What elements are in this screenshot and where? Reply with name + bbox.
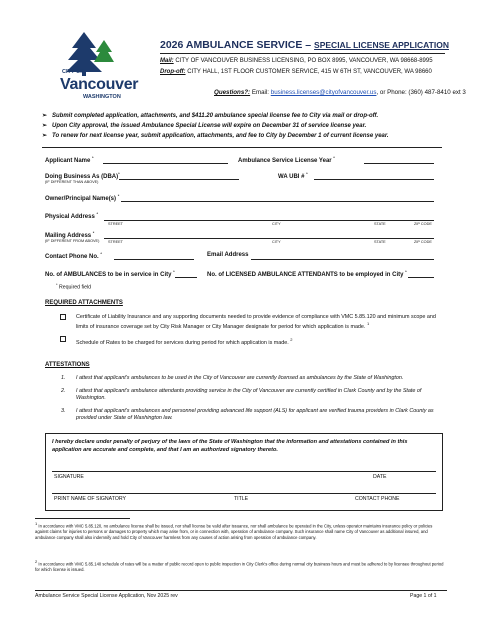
date-label: DATE [373,474,387,480]
attachment-checkbox-1[interactable] [60,314,66,323]
footnote-rule [35,518,130,519]
service-year-label: Ambulance Service License Year * [238,155,335,164]
questions-post: , or Phone: (360) 487-8410 ext 3 [376,89,466,96]
dba-field[interactable] [119,179,239,180]
owner-field[interactable] [121,201,434,202]
email-link[interactable]: business.licenses@cityofvancouver.us [270,89,377,96]
dropoff-address [160,69,432,76]
attestation-number: 2. [61,388,66,394]
footer-rule [35,590,447,591]
declaration-box [45,433,443,511]
print-name-field[interactable] [52,493,436,494]
ambulances-label: No. of AMBULANCES to be in service in City * [45,269,175,278]
signature-field[interactable] [52,471,436,472]
email-field[interactable] [251,259,434,260]
mailing-note: (IF DIFFERENT FROM ABOVE) [45,239,100,243]
email-label: Email Address [207,252,249,258]
footer-page: Page 1 of 1 [410,593,437,599]
instruction-text: Upon City approval, the issued Ambulance Special License will expire on December 31 of service license year. [52,123,367,130]
phone-field[interactable] [114,259,194,260]
instruction-item [42,113,462,120]
logo-state-label: WASHINGTON [83,94,121,100]
page-title [160,39,449,52]
attestation-text: I attest that applicant's ambulance attendants providing service in the City of Vancouver are currently certified in Clark County and by the State of Washington. [76,388,422,402]
dba-note: (IF DIFFERENT THAN ABOVE) [45,180,99,184]
owner-label: Owner/Principal Name(s) * [45,193,120,202]
print-name-label: PRINT NAME OF SIGNATORY [54,496,126,502]
instruction-text: To renew for next license year, submit application, attachments, and fee to City by December 1 of current license year. [52,133,389,140]
attestation-number: 3. [61,408,66,414]
signature-label: SIGNATURE [54,474,84,480]
mail-address [160,58,433,65]
attachment-item-2: Schedule of Rates to be charged for services during period for which application is made. $^2$ [76,337,293,346]
applicant-name-field[interactable] [103,163,228,164]
mailing-zip-label: ZIP CODE [414,240,432,244]
attestation-text: I attest that applicant's ambulances and personnel providing advanced life support (ALS) for applicant are verified trauma providers in Clark County as provided under State of Washington law. [76,408,434,422]
physical-address-label: Physical Address * [45,211,99,220]
footnote-1: 1 In accordance with VMC 5.85.120, no ambulance license shall be issued, nor shall license be valid after issuance, nor shall ambulance be operated in the City, unless operator maintains insurance policy or policies against claims for injuries to persons or damages to property which may arise from, or in connection with, operation of ambulance company. Such insurance shall name City of Vancouver as additional insured, and ambulance company shall also indemnify and hold City of Vancouver harmless from any causes of action arising from operation of ambulance company. [35,521,433,540]
instruction-item [42,133,462,140]
ubi-label: WA UBI # * [278,171,308,180]
mailing-address-field[interactable] [104,238,434,239]
instruction-list [42,113,462,144]
questions-pre: Email: [250,89,271,96]
declaration-text: I hereby declare under penalty of perjury of the laws of the State of Washington that the information and attestations contained in this application are accurate and complete, and that I am an authorized signatory thereto. [52,439,408,453]
arrow-icon: ➢ [42,113,48,119]
physical-city-label: CITY [272,222,281,226]
drop-text: CITY HALL, 1ST FLOOR CUSTOMER SERVICE, 415 W 6TH ST, VANCOUVER, WA 98660 [185,69,432,75]
footnote-2: 2 In accordance with VMC 5.85.140 schedule of rates will be a matter of public record open to public inspection in City Clerk's office during normal city business hours and must be adhered to by licensee throughout period for which license is issued. [35,559,444,573]
attachments-heading: REQUIRED ATTACHMENTS [45,300,123,306]
attachment-checkbox-2[interactable] [60,336,66,345]
questions-label: Questions?: [214,89,251,96]
mail-text: CITY OF VANCOUVER BUSINESS LICENSING, PO BOX 8995, VANCOUVER, WA 98668-8995 [173,58,433,64]
footer-left: Ambulance Service Special License Application, Nov 2025 rev [35,593,178,599]
drop-label: Drop-off: [160,69,186,75]
attestations-heading: ATTESTATIONS [45,362,90,368]
section-rule [42,147,442,148]
attendants-label: No. of LICENSED AMBULANCE ATTENDANTS to be employed in City * [207,269,407,278]
logo-city-label: CITY OF [62,69,84,75]
required-note: * Required field [56,282,92,291]
service-year-field[interactable] [364,163,434,164]
mailing-address-label: Mailing Address * [45,230,95,239]
attendants-field[interactable] [408,277,434,278]
contact-phone-label: CONTACT PHONE [355,496,400,502]
ubi-field[interactable] [314,179,434,180]
physical-address-field[interactable] [104,220,434,221]
mailing-street-label: STREET [108,240,123,244]
ambulances-field[interactable] [175,277,197,278]
attestation-number: 1. [61,375,66,381]
title-rule [160,53,445,54]
arrow-icon: ➢ [42,133,48,140]
mailing-state-label: STATE [374,240,386,244]
instruction-text: Submit completed application, attachments, and $411.20 ambulance special license fee to City via mail or drop-off. [52,113,379,119]
title-main: 2026 AMBULANCE SERVICE – [160,39,315,51]
applicant-name-label: Applicant Name * [45,155,94,164]
instruction-item [42,123,462,130]
arrow-icon: ➢ [42,123,48,130]
questions-line [214,89,466,96]
title-sub: SPECIAL LICENSE APPLICATION [314,40,449,50]
physical-state-label: STATE [374,222,386,226]
attestation-text: I attest that applicant's ambulances to be used in the City of Vancouver are currently licensed as ambulances by the State of Washington. [76,375,404,381]
phone-label: Contact Phone No. * [45,251,102,260]
logo-name: Vancouver [60,76,139,93]
physical-street-label: STREET [108,222,123,226]
attachment-item-1: Certificate of Liability Insurance and any supporting documents needed to provide evidence of compliance with VMC 5.85.120 and minimum scope and limits of insurance coverage set by City Risk Manager or City Manager designate for period for which application is made. $^1$ [76,314,436,331]
mail-label: Mail: [160,58,174,64]
physical-zip-label: ZIP CODE [414,222,432,226]
title-label: TITLE [234,496,249,502]
mailing-city-label: CITY [272,240,281,244]
dba-label: Doing Business As (DBA)* [45,171,120,180]
